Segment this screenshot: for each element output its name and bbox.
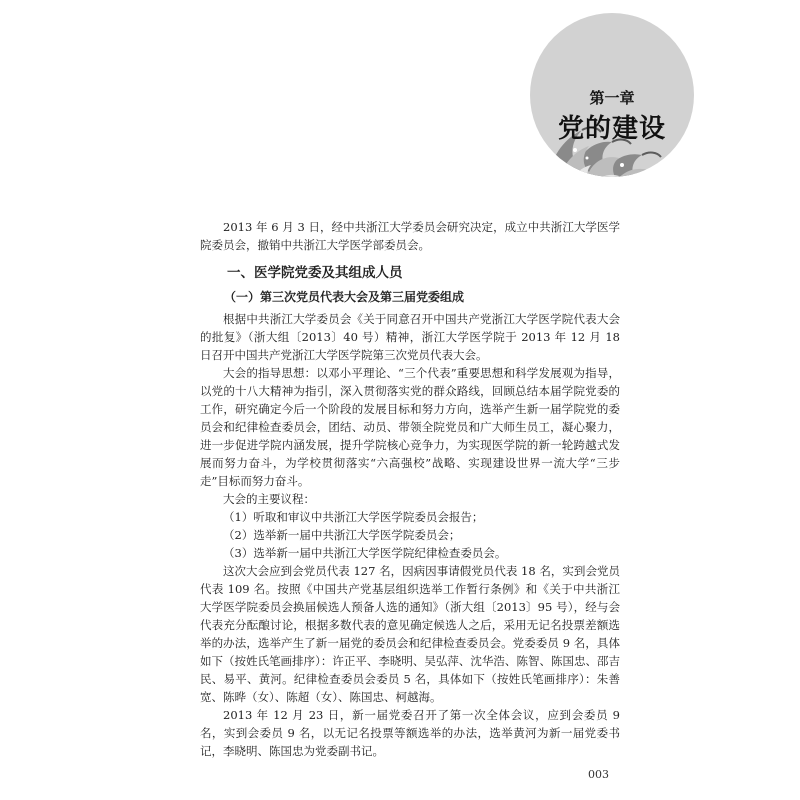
page-content — [200, 218, 620, 760]
agenda-item: （2）选举新一届中共浙江大学医学院委员会； — [223, 528, 461, 542]
intro-paragraph: 2013 年 6 月 3 日，经中共浙江大学委员会研究决定，成立中共浙江大学医学院委员会，撤销中共浙江大学医学部委员会。 — [200, 220, 620, 252]
chapter-badge — [527, 0, 697, 195]
chapter-number: 第一章 — [589, 89, 635, 107]
agenda-item: （1）听取和审议中共浙江大学医学院委员会报告； — [223, 510, 484, 524]
chapter-title: 党的建设 — [557, 114, 666, 144]
section-heading: 一、医学院党委及其组成人员 — [227, 265, 403, 281]
body-paragraph: 大会的指导思想：以邓小平理论、“三个代表”重要思想和科学发展观为指导，以党的十八大精神为指引，深入贯彻落实党的群众路线，回顾总结本届学院党委的工作，研究确定今后一个阶段的发展目标和努力方向，选举产生新一届学院党的委员会和纪律检查委员会，团结、动员、带领全院党员和广大师生员工，凝心聚力，进一步促进学院内涵发展，提升学院核心竞争力，为实现医学院的新一轮跨越式发展而努力奋斗，为学校贯彻落实“六高强校”战略、实现建设世界一流大学“三步走”目标而努力奋斗。 — [200, 366, 620, 488]
body-paragraph: 大会的主要议程： — [223, 492, 315, 506]
body-paragraph: 根据中共浙江大学委员会《关于同意召开中国共产党浙江大学医学院代表大会的批复》（浙大组〔2013〕40 号）精神，浙江大学医学院于 2013 年 12 月 18 日召开中国共产党浙江大学医学院第三次党员代表大会。 — [200, 312, 620, 362]
body-paragraph: 2013 年 12 月 23 日，新一届党委召开了第一次全体会议，应到会委员 9 名，实到会委员 9 名，以无记名投票等额选举的办法，选举黄河为新一届党委书记，李晓明、陈国忠为党委副书记。 — [200, 708, 620, 758]
page-number: 003 — [588, 768, 609, 781]
agenda-item: （3）选举新一届中共浙江大学医学院纪律检查委员会。 — [223, 546, 507, 560]
body-paragraph: 这次大会应到会党员代表 127 名，因病因事请假党员代表 18 名，实到会党员代表 109 名。按照《中国共产党基层组织选举工作暂行条例》和《关于中共浙江大学医学院委员会换届候选人预备人选的通知》（浙大组〔2013〕95 号），经与会代表充分酝酿讨论，根据多数代表的意见确定候选人之后，采用无记名投票差额选举的办法，选举产生了新一届党的委员会和纪律检查委员会。党委委员 9 名，具体如下（按姓氏笔画排序）：许正平、李晓明、吴弘萍、沈华浩、陈智、陈国忠、邵吉民、易平、黄河。纪律检查委员会委员 5 名，具体如下（按姓氏笔画排序）：朱善宽、陈晔（女）、陈超（女）、陈国忠、柯越海。 — [200, 564, 620, 704]
subsection-heading: （一）第三次党员代表大会及第三届党委组成 — [224, 290, 465, 304]
